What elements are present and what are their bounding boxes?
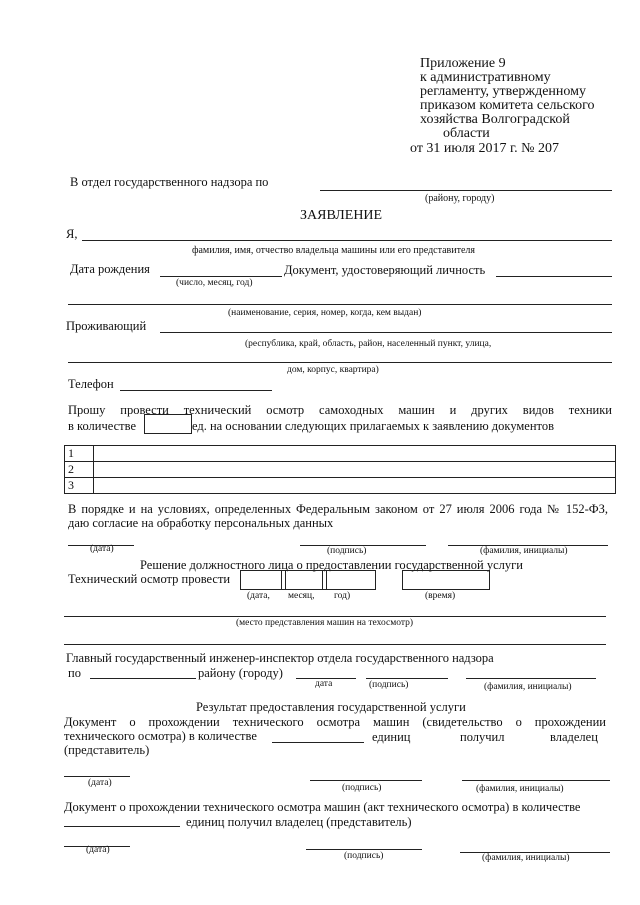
- birth-field[interactable]: [160, 262, 282, 277]
- ya-label: Я,: [66, 227, 78, 241]
- table-row: [65, 462, 616, 478]
- result-doc2-name-field[interactable]: [460, 838, 610, 853]
- chief-date-field[interactable]: [296, 664, 356, 679]
- row-number: 1: [65, 446, 94, 462]
- chief-sign-field[interactable]: [366, 664, 448, 679]
- qty-label: в количестве: [68, 419, 137, 433]
- decision-title: Решение должностного лица о предоставлении государственной услуги: [140, 558, 523, 572]
- row-doc-cell[interactable]: [94, 478, 616, 494]
- result-doc1-name-field[interactable]: [462, 766, 610, 781]
- result-doc1-date-hint: (дата): [88, 778, 112, 788]
- residence-label: Проживающий: [66, 319, 147, 333]
- inspect-year-hint: год): [334, 591, 351, 601]
- result-doc2-line-1: Документ о прохождении технического осмотра машин (акт технического осмотра) в количестве: [64, 800, 581, 814]
- result-doc2-line-2: единиц получил владелец (представитель): [186, 815, 412, 829]
- appendix-line-6: области: [443, 126, 490, 141]
- result-doc2-name-hint: (фамилия, инициалы): [482, 853, 570, 863]
- request-line-1: Прошу провести технический осмотр самоходных машин и других видов техники: [68, 403, 612, 417]
- table-row: [65, 478, 616, 494]
- inspect-year-box[interactable]: [322, 570, 376, 590]
- result-doc1-units: единиц: [372, 730, 411, 744]
- place-hint: (место представления машин на техосмотр): [236, 618, 414, 628]
- result-doc1-owner: владелец: [550, 730, 598, 744]
- result-doc1-received: получил: [460, 730, 505, 744]
- inspect-label: Технический осмотр провести: [68, 572, 231, 586]
- result-doc1-line-1: Документ о прохождении технического осмотра машин (свидетельство о прохождении: [64, 715, 606, 729]
- chief-rest: району (городу): [198, 666, 283, 680]
- doc-field-2[interactable]: [68, 290, 612, 305]
- result-doc2-qty-field[interactable]: [64, 812, 180, 827]
- result-doc1-line-2a: технического осмотра) в количестве: [64, 729, 257, 743]
- consent-name-hint: (фамилия, инициалы): [480, 546, 568, 556]
- doc-hint: (наименование, серия, номер, когда, кем выдан): [228, 308, 422, 318]
- appendix-line-7: от 31 июля 2017 г. № 207: [410, 141, 559, 156]
- fio-field[interactable]: [82, 226, 612, 241]
- chief-po: по: [68, 666, 81, 680]
- phone-field[interactable]: [120, 376, 272, 391]
- form-title: ЗАЯВЛЕНИЕ: [300, 208, 383, 223]
- consent-line-2: даю согласие на обработку персональных данных: [68, 516, 334, 530]
- result-doc1-name-hint: (фамилия, инициалы): [476, 784, 564, 794]
- dept-label: В отдел государственного надзора по: [70, 175, 269, 189]
- result-doc1-sign-field[interactable]: [310, 766, 422, 781]
- birth-label: Дата рождения: [70, 262, 150, 276]
- chief-name-field[interactable]: [466, 664, 596, 679]
- doc-field[interactable]: [496, 262, 612, 277]
- consent-sign-field[interactable]: [300, 531, 426, 546]
- consent-line-1: В порядке и на условиях, определенных Федеральным законом от 27 июля 2006 года № 152-ФЗ,: [68, 502, 608, 516]
- row-number: 2: [65, 462, 94, 478]
- chief-district-field[interactable]: [90, 664, 196, 679]
- documents-table: [64, 445, 616, 494]
- place-field-2[interactable]: [64, 630, 606, 645]
- request-line-2: ед. на основании следующих прилагаемых к заявлению документов: [192, 419, 554, 433]
- appendix-line-5: хозяйства Волгоградской: [420, 112, 570, 127]
- result-doc1-date-field[interactable]: [64, 762, 130, 777]
- row-number: 3: [65, 478, 94, 494]
- appendix-line-3: регламенту, утвержденному: [420, 84, 586, 99]
- row-doc-cell[interactable]: [94, 462, 616, 478]
- result-doc2-sign-field[interactable]: [306, 835, 422, 850]
- inspect-day-hint: (дата,: [247, 591, 270, 601]
- residence-field[interactable]: [160, 318, 612, 333]
- dept-field[interactable]: [320, 176, 612, 191]
- dept-hint: (району, городу): [425, 193, 495, 204]
- residence-field-2[interactable]: [68, 348, 612, 363]
- phone-label: Телефон: [68, 377, 114, 391]
- inspect-time-hint: (время): [425, 591, 456, 601]
- result-doc1-qty-field[interactable]: [272, 728, 364, 743]
- appendix-line-2: к административному: [420, 70, 551, 85]
- row-doc-cell[interactable]: [94, 446, 616, 462]
- result-doc1-line-3: (представитель): [64, 743, 150, 757]
- birth-hint: (число, месяц, год): [176, 278, 253, 288]
- result-doc2-date-hint: (дата): [86, 845, 110, 855]
- result-doc1-sign-hint: (подпись): [342, 783, 382, 793]
- residence-hint-2: дом, корпус, квартира): [287, 365, 379, 375]
- result-title: Результат предоставления государственной услуги: [196, 700, 466, 714]
- inspect-day-box[interactable]: [240, 570, 286, 590]
- chief-date-hint: дата: [315, 679, 333, 689]
- inspect-month-box[interactable]: [281, 570, 327, 590]
- residence-hint: (республика, край, область, район, населенный пункт, улица,: [245, 339, 492, 349]
- fio-hint: фамилия, имя, отчество владельца машины или его представителя: [192, 245, 476, 256]
- qty-box[interactable]: [144, 414, 192, 434]
- consent-sign-hint: (подпись): [327, 546, 367, 556]
- chief-sign-hint: (подпись): [369, 680, 409, 690]
- inspect-time-box[interactable]: [402, 570, 490, 590]
- inspect-month-hint: месяц,: [288, 591, 315, 601]
- chief-line-1: Главный государственный инженер-инспектор отдела государственного надзора: [66, 651, 494, 665]
- table-row: [65, 446, 616, 462]
- chief-name-hint: (фамилия, инициалы): [484, 682, 572, 692]
- consent-name-field[interactable]: [448, 531, 608, 546]
- appendix-line-4: приказом комитета сельского: [420, 98, 595, 113]
- consent-date-hint: (дата): [90, 544, 114, 554]
- place-field[interactable]: [64, 602, 606, 617]
- result-doc2-sign-hint: (подпись): [344, 851, 384, 861]
- doc-label: Документ, удостоверяющий личность: [284, 263, 486, 277]
- appendix-line-1: Приложение 9: [420, 56, 506, 71]
